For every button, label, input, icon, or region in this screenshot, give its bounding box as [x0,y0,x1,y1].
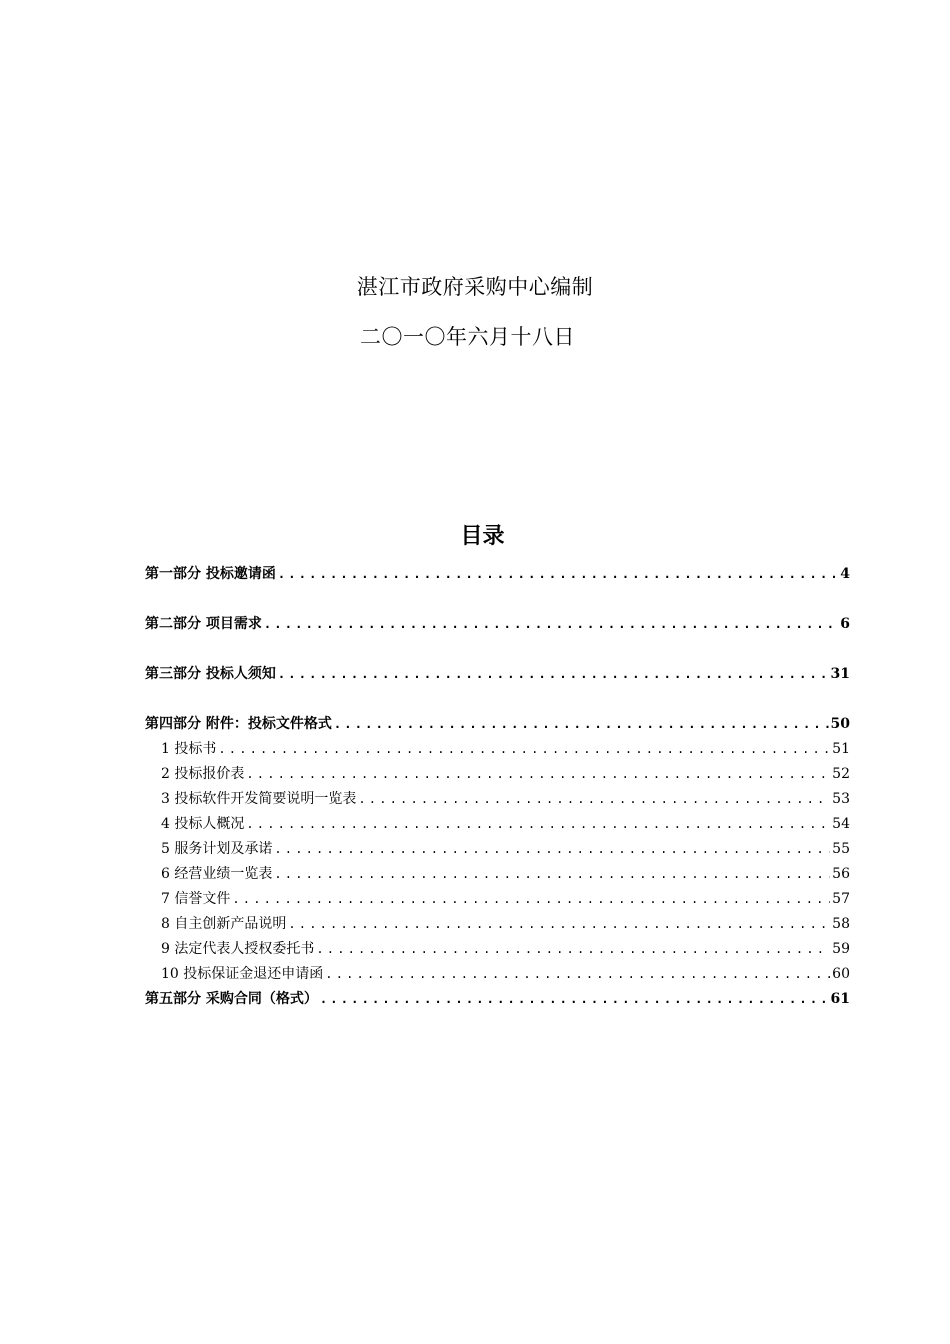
dot-leader [288,912,830,937]
toc-entry-label: 第三部分 投标人须知 [145,666,276,682]
toc-entry-sub-6[interactable] [145,862,850,887]
dot-leader [325,962,830,987]
toc-entry-label: 6 经营业绩一览表 [161,866,273,882]
toc-entry-page: 31 [830,666,850,682]
toc-entry-page: 6 [840,616,850,632]
toc-entry-page: 56 [832,866,850,882]
dot-leader [232,887,830,912]
toc-entry-sub-2[interactable] [145,762,850,787]
toc-spacer [145,687,850,712]
issuing-organization: 湛江市政府采购中心编制 [356,275,594,299]
toc-spacer [145,587,850,612]
toc-entry-page: 4 [840,566,850,582]
toc-entry-sub-1[interactable] [145,737,850,762]
toc-entry-label: 8 自主创新产品说明 [161,916,287,932]
toc-entry-label: 5 服务计划及承诺 [161,841,273,857]
toc-entry-part-2[interactable] [145,612,850,637]
toc-entry-label: 第四部分 附件：投标文件格式 [145,716,332,732]
dot-leader [278,562,838,587]
toc-entry-page: 57 [832,891,850,907]
dot-leader [246,812,830,837]
dot-leader [274,862,830,887]
toc-entry-sub-9[interactable] [145,937,850,962]
toc-entry-part-5[interactable] [145,987,850,1012]
toc-entry-sub-7[interactable] [145,887,850,912]
table-of-contents [145,562,850,1012]
toc-entry-page: 54 [832,816,850,832]
toc-entry-page: 60 [832,966,850,982]
toc-title: 目录 [460,523,505,549]
toc-entry-label: 4 投标人概况 [161,816,245,832]
toc-spacer [145,637,850,662]
issue-date: 二〇一〇年六月十八日 [360,325,575,349]
toc-entry-label: 第五部分 采购合同（格式） [145,991,318,1007]
dot-leader [320,987,829,1012]
dot-leader [218,737,830,762]
toc-entry-label: 10 投标保证金退还申请函 [161,966,324,982]
toc-entry-page: 52 [832,766,850,782]
toc-entry-part-1[interactable] [145,562,850,587]
toc-entry-part-3[interactable] [145,662,850,687]
dot-leader [264,612,838,637]
toc-entry-label: 7 信誉文件 [161,891,231,907]
toc-entry-sub-8[interactable] [145,912,850,937]
toc-entry-page: 61 [830,991,850,1007]
toc-entry-page: 55 [832,841,850,857]
toc-entry-sub-3[interactable] [145,787,850,812]
dot-leader [274,837,830,862]
toc-entry-label: 2 投标报价表 [161,766,245,782]
dot-leader [246,762,830,787]
toc-entry-label: 第二部分 项目需求 [145,616,262,632]
dot-leader [278,662,829,687]
toc-entry-label: 3 投标软件开发简要说明一览表 [161,791,357,807]
dot-leader [334,712,829,737]
toc-entry-label: 9 法定代表人授权委托书 [161,941,315,957]
dot-leader [316,937,830,962]
toc-entry-page: 53 [832,791,850,807]
toc-entry-sub-5[interactable] [145,837,850,862]
dot-leader [358,787,830,812]
toc-entry-page: 51 [832,741,850,757]
toc-entry-label: 第一部分 投标邀请函 [145,566,276,582]
toc-entry-sub-4[interactable] [145,812,850,837]
toc-entry-sub-10[interactable] [145,962,850,987]
toc-entry-label: 1 投标书 [161,741,217,757]
toc-entry-page: 59 [832,941,850,957]
toc-entry-page: 58 [832,916,850,932]
toc-entry-part-4[interactable] [145,712,850,737]
toc-entry-page: 50 [830,716,850,732]
